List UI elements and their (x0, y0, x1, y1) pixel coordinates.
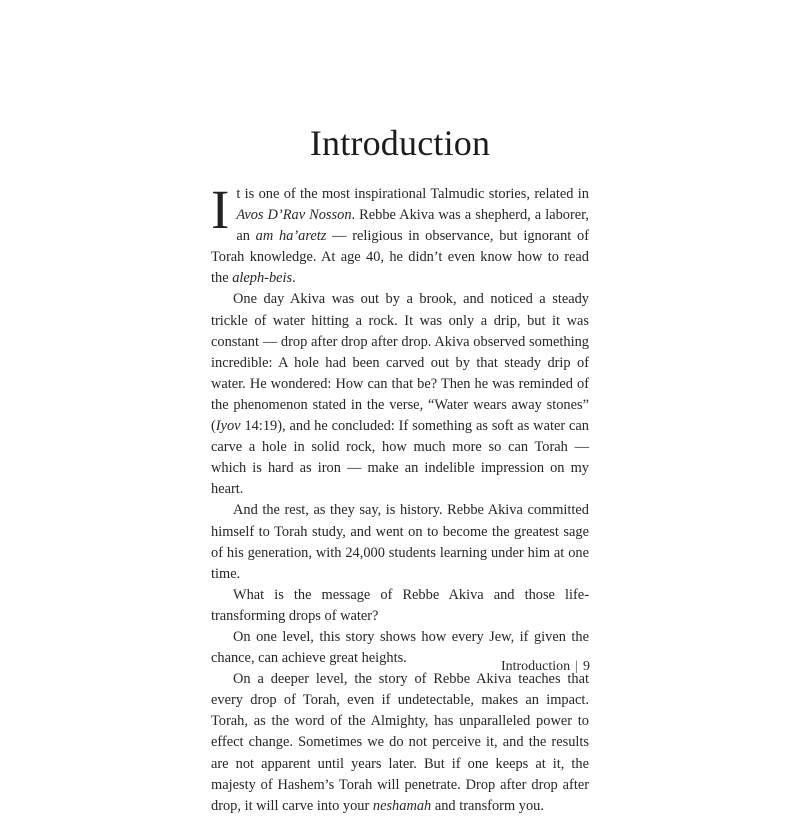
page-number: 9 (583, 659, 590, 674)
running-footer-section: Introduction (500, 659, 571, 674)
text-span: . Rebbe Akiva was a shepherd, a laborer, an (236, 207, 589, 245)
paragraph-1 (211, 179, 589, 289)
footer-separator: | (575, 659, 578, 674)
chapter-title: Introduction (309, 123, 491, 163)
paragraph-4: What is the message of Rebbe Akiva and those life-transforming drops of water? (211, 586, 589, 624)
paragraph-6 (211, 669, 589, 817)
text-span: On a deeper level, the story of Rebbe Akiva teaches that every drop of Torah, even if undetectable, makes an impact. Torah, as the word of the Almighty, has unparalleled power to effect change. Sometimes we do not perceive it, and the results are not apparent until years later. But if one keeps at it, the majesty of Hashem’s Torah will penetrate. Drop after drop after drop, it will carve into your (211, 671, 589, 814)
italic-span: Iyov (215, 418, 241, 435)
italic-span: am ha’aretz (255, 228, 327, 245)
page-footer (470, 659, 590, 675)
paragraph-3: And the rest, as they say, is history. Rebbe Akiva committed himself to Torah study, and went on to become the greatest sage of his generation, with 24,000 students learning under him at one time. (211, 502, 589, 582)
italic-span: neshamah (372, 797, 432, 814)
paragraph-5: On one level, this story shows how every Jew, if given the chance, can achieve great heights. (211, 628, 589, 667)
text-span: and transform you. (431, 797, 544, 814)
paragraph-2 (211, 289, 589, 500)
italic-span: Avos D’Rav Nosson (236, 207, 352, 224)
text-span: One day Akiva was out by a brook, and noticed a steady trickle of water hitting a rock. It was only a drip, but it was constant — drop after drop after drop. Akiva observed something incredible: A hole had been carved out by that steady drip of water. He wondered: How can that be? Then he was reminded of the phenomenon stated in the verse, “Water wears away stones” ( (211, 291, 589, 435)
body-text (211, 179, 589, 817)
text-span: — religious in observance, but ignorant of Torah knowledge. At age 40, he didn’t even know how to read the (211, 228, 589, 287)
text-span: . (292, 270, 296, 287)
text-span: 14:19), and he concluded: If something as soft as water can carve a hole in solid rock, how much more so can Torah — which is hard as iron — make an indelible impression on my heart. (211, 418, 589, 498)
italic-span: aleph-beis (232, 270, 293, 287)
text-span: t is one of the most inspirational Talmudic stories, related in (236, 186, 589, 202)
drop-cap: I (211, 179, 230, 240)
